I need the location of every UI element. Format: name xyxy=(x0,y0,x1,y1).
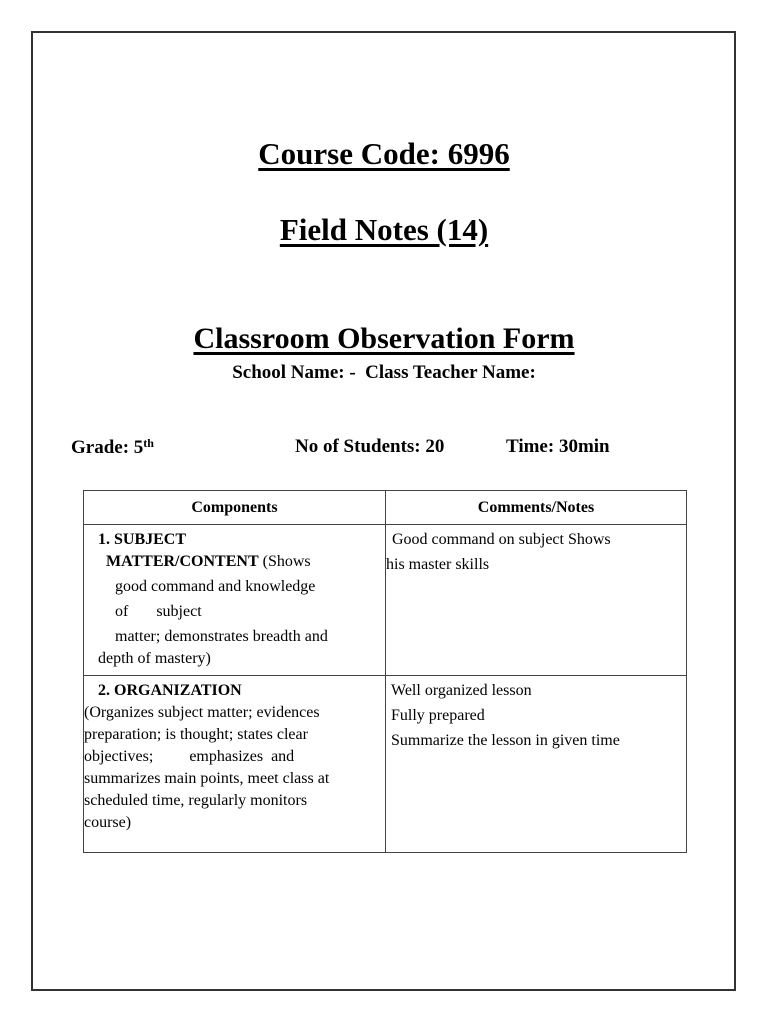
note-line: Fully prepared xyxy=(391,707,485,724)
component-title: 1. SUBJECT xyxy=(98,531,187,548)
school-teacher-line: School Name: - Class Teacher Name: xyxy=(232,362,536,383)
column-header-comments: Comments/Notes xyxy=(386,491,687,525)
notes-cell xyxy=(386,525,687,676)
note-line: his master skills xyxy=(386,556,490,573)
table-row xyxy=(84,676,687,853)
column-header-components: Components xyxy=(84,491,386,525)
table-row xyxy=(84,525,687,676)
component-desc-line: (Shows xyxy=(258,553,311,570)
form-title: Classroom Observation Form xyxy=(193,322,575,355)
component-cell xyxy=(84,525,386,676)
notes-cell xyxy=(386,676,687,853)
component-title: 2. ORGANIZATION xyxy=(98,682,242,699)
note-line: Good command on subject Shows xyxy=(392,531,611,548)
component-desc-line: course) xyxy=(84,814,132,831)
component-desc-line: scheduled time, regularly monitors xyxy=(84,792,308,809)
component-desc-line: of subject xyxy=(115,603,202,620)
component-desc-line: objectives; emphasizes and xyxy=(84,748,295,765)
students-count: No of Students: 20 xyxy=(295,436,445,457)
course-code-title: Course Code: 6996 xyxy=(258,136,510,171)
field-notes-title: Field Notes (14) xyxy=(279,212,489,247)
component-cell xyxy=(84,676,386,853)
component-desc-line: good command and knowledge xyxy=(115,578,316,595)
grade-info xyxy=(71,436,154,459)
grade-label: Grade: 5 xyxy=(71,437,144,458)
component-desc-line: matter; demonstrates breadth and xyxy=(115,628,328,645)
grade-suffix: th xyxy=(143,436,154,450)
component-line xyxy=(98,551,379,573)
note-line: Summarize the lesson in given time xyxy=(391,732,620,749)
note-line: Well organized lesson xyxy=(391,682,532,699)
component-desc-line: preparation; is thought; states clear xyxy=(84,726,308,743)
session-time: Time: 30min xyxy=(506,436,610,457)
table-header-row xyxy=(84,491,687,525)
component-desc-line: summarizes main points, meet class at xyxy=(84,770,330,787)
observation-table xyxy=(83,490,687,853)
component-desc-line: (Organizes subject matter; evidences xyxy=(84,704,320,721)
component-desc-line: depth of mastery) xyxy=(98,650,211,667)
component-title-cont: MATTER/CONTENT xyxy=(106,553,259,570)
